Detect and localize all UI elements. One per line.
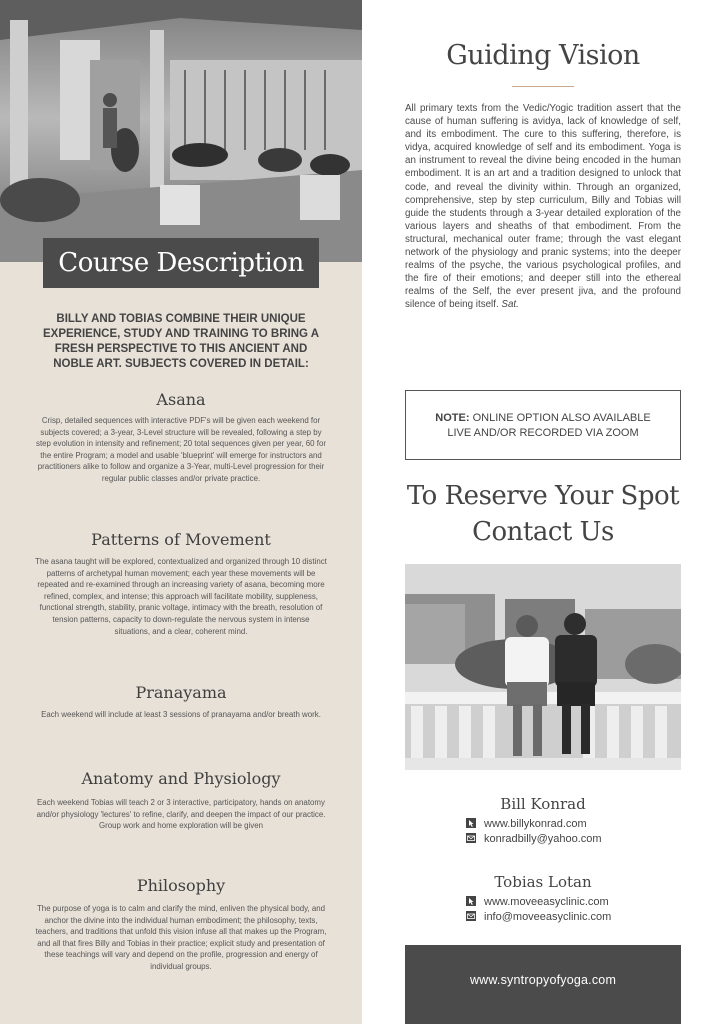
philosophy-heading: Philosophy (136, 876, 226, 895)
contact-web-tobias-text[interactable]: www.moveeasyclinic.com (484, 896, 609, 908)
reserve-heading (362, 478, 724, 550)
footer-banner (405, 945, 681, 1024)
contact-name-tobias: Tobias Lotan (494, 873, 592, 891)
contact-web-bill[interactable] (466, 817, 587, 831)
instructors-photo-graphic (405, 564, 681, 770)
contact-email-tobias[interactable] (466, 910, 611, 924)
contact-email-tobias-text[interactable]: info@moveeasyclinic.com (484, 911, 612, 923)
anatomy-heading: Anatomy and Physiology (81, 769, 281, 788)
note-box (405, 390, 681, 460)
contact-web-bill-text[interactable]: www.billykonrad.com (484, 818, 587, 830)
footer-url[interactable]: www.syntropyofyoga.com (469, 973, 617, 987)
reserve-line-2: Contact Us (472, 517, 614, 547)
cursor-icon (466, 818, 476, 828)
title-divider (512, 86, 574, 87)
vision-column (362, 0, 724, 1024)
vision-closing: Sat. (501, 299, 519, 311)
instructors-photo (405, 564, 681, 770)
guiding-vision-body (405, 102, 681, 312)
pranayama-body: Each weekend will include at least 3 sessions of pranayama and/or breath work. (41, 710, 321, 719)
guiding-vision-title: Guiding Vision (446, 40, 640, 71)
note-text (406, 411, 680, 441)
reserve-line-1: To Reserve Your Spot (406, 481, 680, 511)
philosophy-body: The purpose of yoga is to calm and clarify the mind, enliven the physical body, and anchor the divine into the individual human embodiment; the philosophy, texts, teachers, and traditions that unfold this vision infuse all that makes up the Program, and all that fires Billy and Tobias in their practice; explicit study and presentation of these teachings will vary and depend on the profile, progression and energy of individual groups. (35, 904, 327, 971)
pranayama-heading: Pranayama (135, 683, 227, 702)
note-line-1: ONLINE OPTION ALSO AVAILABLE (472, 412, 651, 424)
envelope-icon (466, 911, 476, 921)
contact-name-bill: Bill Konrad (500, 795, 586, 813)
contact-email-bill-text[interactable]: konradbilly@yahoo.com (484, 833, 602, 845)
asana-heading: Asana (156, 390, 206, 409)
course-intro: BILLY AND TOBIAS COMBINE THEIR UNIQUE EXPERIENCE, STUDY AND TRAINING TO BRING A FRESH PERSPECTIVE TO THIS ANCIENT AND NOBLE ART. SUBJECTS COVERED IN DETAIL: (42, 313, 320, 370)
course-description-title: Course Description (43, 238, 319, 288)
studio-photo-graphic (0, 0, 362, 262)
anatomy-body: Each weekend Tobias will teach 2 or 3 interactive, participatory, hands on anatomy and/or physiology 'lectures' to refine, clarify, and deepen the impact of our practice. Group work and home exploration will be given (36, 798, 326, 831)
studio-photo (0, 0, 362, 262)
contact-web-tobias[interactable] (466, 895, 609, 909)
note-label: NOTE: (435, 412, 470, 424)
patterns-heading: Patterns of Movement (91, 530, 271, 549)
cursor-icon (466, 896, 476, 906)
envelope-icon (466, 833, 476, 843)
contact-email-bill[interactable] (466, 832, 602, 846)
note-line-2: LIVE AND/OR RECORDED VIA ZOOM (447, 427, 639, 439)
asana-body: Crisp, detailed sequences with interactive PDF's will be given each weekend for subjects covered; a 3-year, 3-Level structure will be revealed, following a step by step evolution in intensity and refinement; 20 total sequences given per year, 60 for the entire Program; a model and usable 'blueprint' will emerge for instructors and practitioners alike to follow and organize a 3-Year, multi-Level progression for their regular public classes and/or private practice. (36, 416, 326, 483)
vision-text: All primary texts from the Vedic/Yogic tradition assert that the cause of human suffering is avidya, lack of knowledge of self, and its embodiment. The cure to this suffering, therefore, is vidya, acquired knowledge of self and its embodiment. Yoga is an instrument to reveal the divine being encoded in the human embodiment. It is an art and a tradition designed to unlock that code, and reveal the divinity within. Through an organized, comprehensive, step by step curriculum, Billy and Tobias will guide the students through a 3-year detailed exploration of the various layers and sheaths of that embodiment. From the structural, mechanical outer frame; through the vast elegant network of the physiology and pranic systems; into the deeper realms of the psyche, the various psychological profiles, and the fire of their emotions; and deeper still into the ethereal realms of the Self, the ever present jiva, and the profound silence of being itself. (405, 103, 681, 311)
patterns-body: The asana taught will be explored, contextualized and organized through 10 distinct patterns of archetypal human movement; each year these movements will be repeated and re-examined through an increasing variety of asana, becoming more refined, complex, and intense; this approach will facilitate mobility, suppleness, functional strength, stability, pranic voltage, intimacy with the breath, resolution of tension patterns, capacity to down-regulate the nervous system in intense situations, and a clear, coherent mind. (35, 557, 327, 636)
